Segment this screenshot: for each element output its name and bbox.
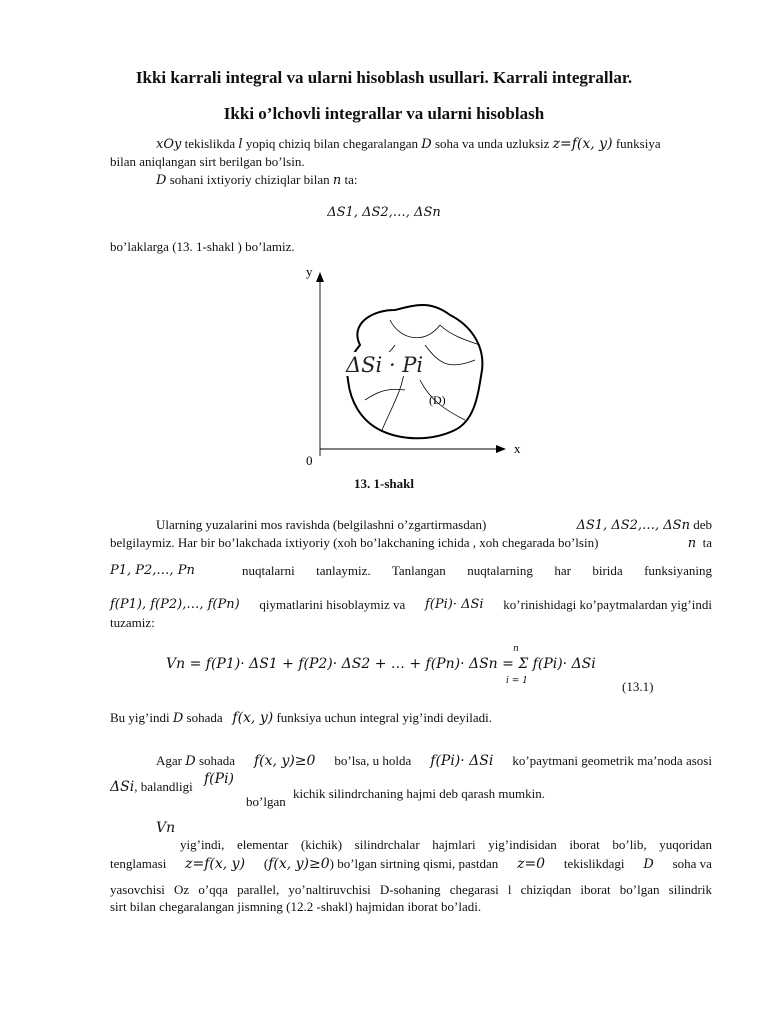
area-formula: ΔSi bbox=[110, 779, 135, 795]
piece-label: ΔSi · Pi bbox=[346, 353, 424, 377]
text: tekislikdagi bbox=[563, 856, 625, 871]
condition-formula: f(x, y)≥0 bbox=[254, 753, 316, 769]
text: , balandligi bbox=[134, 779, 193, 794]
paragraph-4-line-3 bbox=[110, 562, 712, 579]
text: ta: bbox=[341, 172, 358, 187]
paragraph-1 bbox=[110, 135, 712, 153]
region-symbol: D bbox=[643, 857, 654, 872]
sum-symbol: Vn bbox=[156, 820, 176, 836]
region-symbol: D bbox=[172, 711, 184, 726]
paragraph-7-line-3: yasovchisi Oz o’qqa parallel, yo’naltiruvchisi D-sohaning chegarasi l chiziqdan iborat bo’lgan silindrik bbox=[110, 882, 712, 897]
paragraph-3: bo’laklarga (13. 1-shakl ) bo’lamiz. bbox=[110, 239, 295, 254]
text: bo’lsa, u holda bbox=[334, 753, 412, 768]
values-formula: f(P1), f(P2),…, f(Pn) bbox=[110, 597, 240, 612]
plane-symbol: xOy bbox=[156, 137, 182, 152]
text: ( bbox=[263, 856, 269, 871]
figure-caption: 13. 1-shakl bbox=[354, 476, 414, 491]
paragraph-7-line-4: sirt bilan chegaralangan jismning (12.2 -shakl) hajmidan iborat bo’ladi. bbox=[110, 899, 482, 914]
text: ko’rinishidagi ko’paytmalardan yig’indi bbox=[503, 597, 712, 612]
text: ) bo’lgan sirtning qismi, pastdan bbox=[329, 856, 499, 871]
function-formula: z=f(x, y) bbox=[552, 136, 613, 152]
paragraph-4-line-4 bbox=[110, 596, 712, 613]
paragraph-2 bbox=[156, 171, 358, 189]
equation-number: (13.1) bbox=[622, 679, 654, 694]
n-symbol: n bbox=[332, 173, 342, 188]
x-axis-arrow bbox=[496, 445, 506, 453]
origin-label: 0 bbox=[306, 453, 313, 468]
page-title: Ikki karrali integral va ularni hisoblash usullari. Karrali integrallar. bbox=[135, 68, 633, 87]
plane-formula: z=0 bbox=[517, 856, 546, 872]
region-label: (D) bbox=[429, 393, 446, 407]
curve-symbol: l bbox=[238, 137, 243, 152]
paragraph-7-line-2 bbox=[110, 855, 712, 873]
paragraph-4-line-2 bbox=[110, 534, 712, 552]
text: Bu yig’indi bbox=[110, 710, 173, 725]
region-figure bbox=[290, 260, 530, 475]
paragraph-6-line-2 bbox=[110, 778, 193, 796]
integral-sum-equation: Vn = f(P1)· ΔS1 + f(P2)· ΔS2 + … + f(Pn)· ΔSn = Σ f(Pi)· ΔSi bbox=[166, 656, 596, 672]
paragraph-5 bbox=[110, 709, 492, 727]
text: yopiq chiziq bilan chegaralangan bbox=[242, 136, 422, 151]
text: funksiya uchun integral yig’indi deyiladi. bbox=[273, 710, 492, 725]
x-axis-label: x bbox=[514, 441, 521, 456]
text: Agar bbox=[156, 753, 186, 768]
text: funksiya bbox=[612, 136, 661, 151]
paragraph-4-line-1 bbox=[156, 516, 712, 534]
text: Ularning yuzalarini mos ravishda (belgilashni o’zgartirmasdan) bbox=[156, 517, 487, 532]
paragraph-6-text: bo’lgan bbox=[246, 794, 286, 809]
paragraph-1-line-2: bilan aniqlangan sirt berilgan bo’lsin. bbox=[110, 154, 305, 169]
text: tenglamasi bbox=[110, 856, 167, 871]
text: soha va bbox=[672, 856, 712, 871]
text: belgilaymiz. Har bir bo’lakchada ixtiyoriy (xoh bo’lakchaning ichida , xoh chegarada bo’lsin) bbox=[110, 535, 599, 550]
region-symbol: D bbox=[421, 137, 432, 152]
text: nuqtalarni tanlaymiz. Tanlangan nuqtalarning har birida funksiyaning bbox=[242, 563, 712, 578]
y-axis-arrow bbox=[316, 272, 324, 282]
function-formula: f(x, y) bbox=[232, 710, 274, 726]
paragraph-7-line-1: yig’indi, elementar (kichik) silindrchalar hajmlari yig’indisidan iborat bo’lib, yuqoridan bbox=[180, 837, 712, 852]
text: sohani ixtiyoriy chiziqlar bilan bbox=[166, 172, 333, 187]
text: ko’paytmani geometrik ma’noda asosi bbox=[512, 753, 712, 768]
region-symbol: D bbox=[185, 754, 196, 769]
sum-lower-limit: i = 1 bbox=[506, 676, 528, 686]
text: tekislikda bbox=[181, 136, 239, 151]
condition-formula: f(x, y)≥0 bbox=[268, 856, 330, 872]
paragraph-4-line-5: tuzamiz: bbox=[110, 615, 155, 630]
text: ta bbox=[702, 535, 712, 550]
text: sohada bbox=[195, 753, 236, 768]
text: soha va unda uzluksiz bbox=[431, 136, 553, 151]
points-formula: P1, P2,…, Pn bbox=[110, 563, 195, 578]
y-axis-label: y bbox=[306, 264, 313, 279]
product-formula: f(Pi)· ΔSi bbox=[430, 753, 494, 769]
paragraph-6-line-1 bbox=[156, 752, 712, 770]
areas-formula: ΔS1, ΔS2,…, ΔSn bbox=[576, 518, 690, 533]
height-formula: f(Pi) bbox=[204, 771, 235, 787]
section-title: Ikki o’lchovli integrallar va ularni hisoblash bbox=[223, 104, 545, 123]
region-symbol: D bbox=[156, 173, 167, 188]
sum-upper-limit: n bbox=[513, 644, 519, 654]
product-formula: f(Pi)· ΔSi bbox=[424, 597, 484, 612]
text: qiymatlarini hisoblaymiz va bbox=[259, 597, 406, 612]
n-symbol: n bbox=[687, 536, 697, 551]
text: sohada bbox=[183, 710, 226, 725]
surface-formula: z=f(x, y) bbox=[185, 856, 246, 872]
paragraph-6-text-end: kichik silindrchaning hajmi deb qarash mumkin. bbox=[293, 786, 546, 801]
partition-formula: ΔS1, ΔS2,…, ΔSn bbox=[327, 205, 441, 220]
text: deb bbox=[693, 517, 712, 532]
